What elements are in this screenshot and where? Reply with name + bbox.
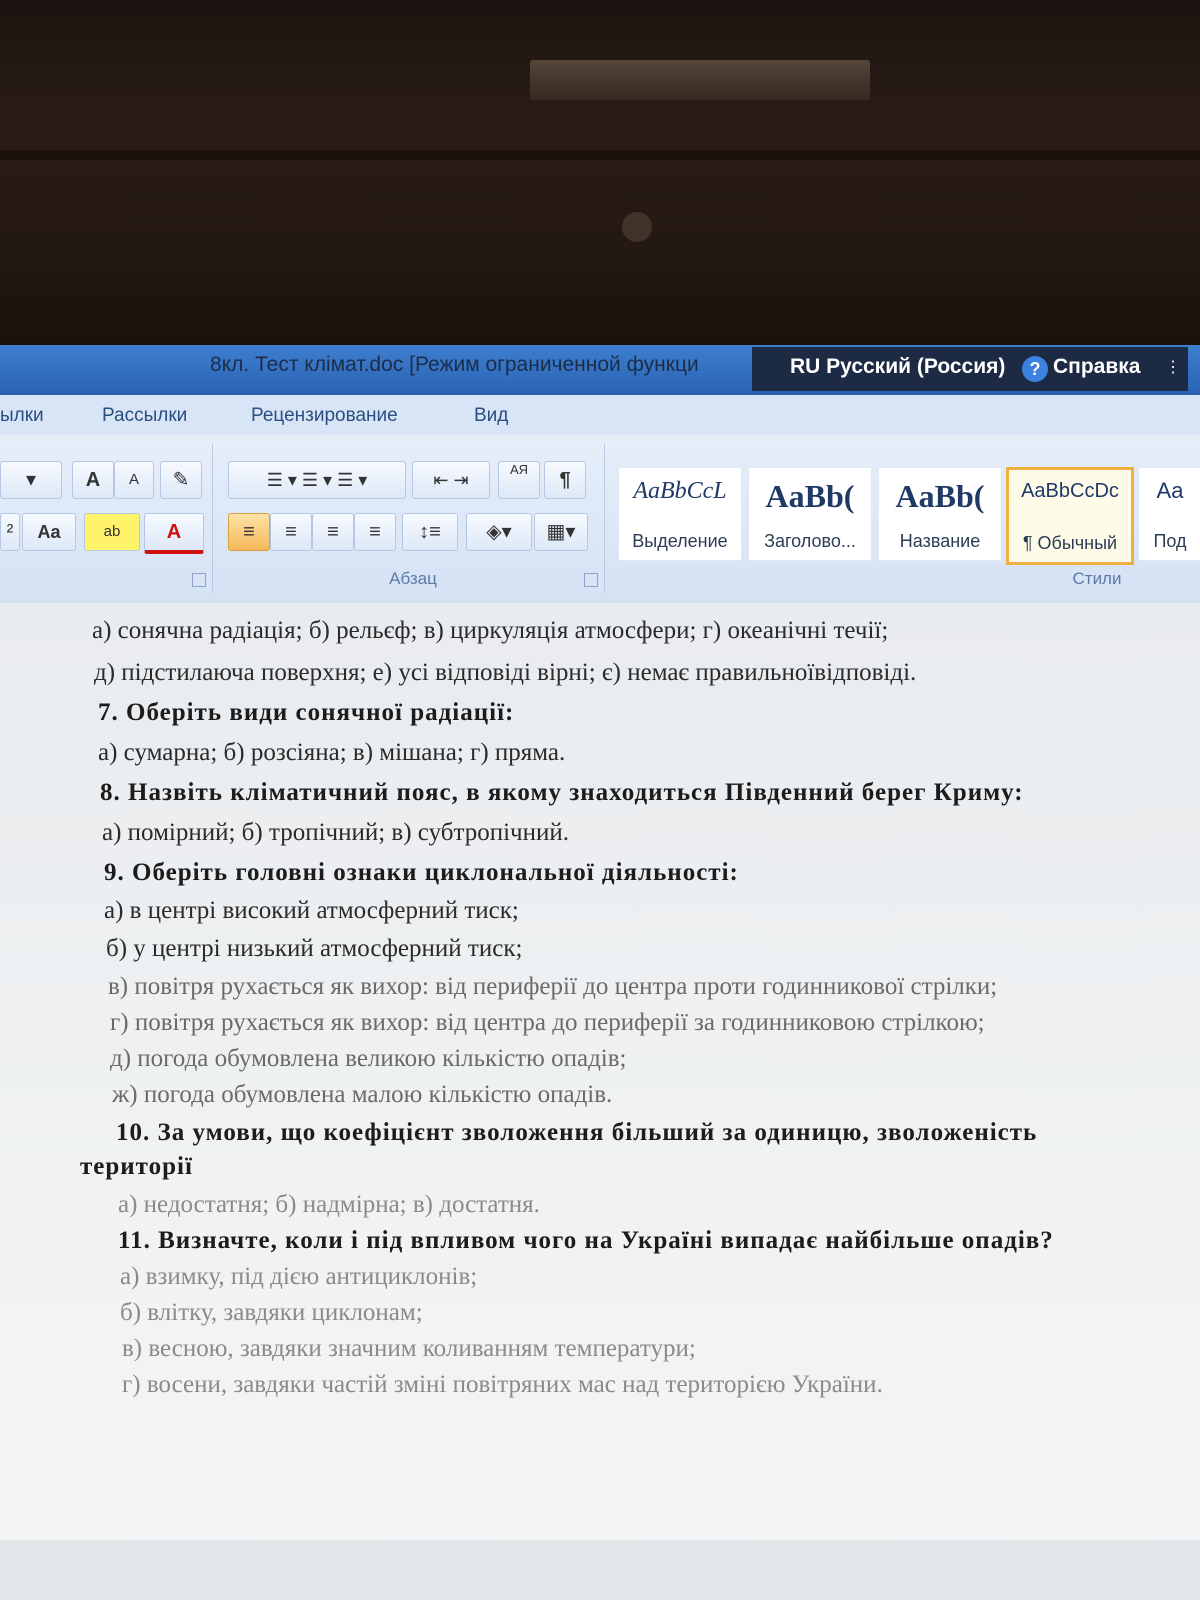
help-button[interactable]: Справка (1053, 355, 1141, 378)
grow-font-button[interactable]: A (72, 461, 114, 499)
list-buttons-icon[interactable]: ☰ ▾ ☰ ▾ ☰ ▾ (228, 461, 406, 499)
style-sample: Aa (1156, 478, 1184, 503)
doc-line: а) сумарна; б) розсіяна; в) мішана; г) пряма. (98, 739, 566, 766)
doc-line: а) в центрі високий атмосферний тиск; (104, 897, 519, 924)
background-glare (530, 60, 870, 100)
document-page[interactable] (0, 603, 1200, 1600)
style-name: Под (1153, 531, 1187, 551)
doc-line: б) у центрі низький атмосферний тиск; (106, 935, 523, 962)
style-heading[interactable] (748, 467, 872, 561)
word-window (0, 345, 1200, 1600)
align-right-icon[interactable]: ≡ (312, 513, 354, 551)
background-room (0, 0, 1200, 345)
tab-links[interactable]: ылки (0, 405, 44, 426)
change-case-button[interactable]: Aa (22, 513, 76, 551)
superscript-icon[interactable]: ² (0, 513, 20, 551)
doc-question: 8. Назвіть кліматичний пояс, в якому знаходиться Південний берег Криму: (100, 779, 1024, 806)
style-subtitle[interactable] (1138, 467, 1200, 561)
doc-line: д) погода обумовлена великою кількістю опадів; (110, 1045, 627, 1072)
ribbon-tabs (0, 395, 1200, 435)
align-left-icon[interactable]: ≡ (228, 513, 270, 551)
doc-line: а) помірний; б) тропічний; в) субтропічний. (102, 819, 569, 846)
style-sample: AaBbCcL (633, 478, 727, 504)
sort-button[interactable]: АЯ (498, 461, 540, 499)
doc-line: а) взимку, під дією антициклонів; (120, 1263, 478, 1290)
doc-question-continued: території (80, 1153, 193, 1180)
language-bar-grip-icon[interactable]: ⋮ (1165, 359, 1181, 376)
doc-question: 9. Оберіть головні ознаки циклональної діяльності: (104, 859, 739, 886)
style-sample: AaBb( (765, 478, 855, 514)
indent-buttons-icon[interactable]: ⇤ ⇥ (412, 461, 490, 499)
shrink-font-button[interactable]: A (114, 461, 154, 499)
line-spacing-icon[interactable]: ↕≡ (402, 513, 458, 551)
align-center-icon[interactable]: ≡ (270, 513, 312, 551)
background-knob (622, 212, 652, 242)
doc-line: в) весною, завдяки значним коливанням температури; (122, 1335, 696, 1362)
doc-line: в) повітря рухається як вихор: від периферії до центра проти годинникової стрілки; (108, 973, 998, 1000)
doc-line: д) підстилаюча поверхня; е) усі відповіді вірні; є) немає правильноївідповіді. (94, 659, 917, 686)
paragraph-group-label: Абзац (389, 569, 437, 588)
doc-line: а) недостатня; б) надмірна; в) достатня. (118, 1191, 540, 1218)
paragraph-dialog-launcher-icon[interactable] (584, 573, 598, 587)
tab-mailings[interactable]: Рассылки (102, 405, 188, 426)
doc-line: б) влітку, завдяки циклонам; (120, 1299, 423, 1326)
style-title[interactable] (878, 467, 1002, 561)
style-sample: AaBb( (895, 478, 985, 514)
paragraph-group (222, 443, 605, 593)
font-group (0, 443, 213, 593)
title-bar (0, 345, 1200, 395)
tab-view[interactable]: Вид (474, 405, 509, 426)
styles-group-label: Стили (1072, 569, 1122, 588)
doc-line: г) восени, завдяки частій зміні повітряних мас над територією України. (122, 1371, 883, 1398)
highlight-button[interactable]: ab (84, 513, 140, 551)
style-normal[interactable] (1006, 467, 1134, 565)
background-shelf (0, 150, 1200, 160)
doc-line: а) сонячна радіація; б) рельєф; в) циркуляція атмосфери; г) океанічні течії; (92, 617, 889, 644)
doc-question: 10. За умови, що коефіцієнт зволоження більший за одиницю, зволоженість (116, 1119, 1038, 1146)
font-color-button[interactable]: A (144, 513, 204, 554)
doc-question: 11. Визначте, коли і під впливом чого на Україні випадає найбільше опадів? (118, 1227, 1054, 1254)
doc-line: г) повітря рухається як вихор: від центра до периферії за годинниковою стрілкою; (110, 1009, 985, 1036)
style-name: Заголово... (764, 531, 856, 551)
style-name: Название (899, 531, 981, 551)
clear-format-icon[interactable]: ✎ (160, 461, 202, 499)
style-sample: AaBbCcDc (1021, 480, 1119, 502)
style-name: Выделение (632, 531, 728, 551)
language-indicator[interactable]: RU Русский (Россия) (790, 355, 1006, 378)
tab-review[interactable]: Рецензирование (251, 405, 398, 426)
style-name: ¶ Обычный (1022, 533, 1118, 553)
ribbon (0, 435, 1200, 605)
window-title: 8кл. Тест клімат.doc [Режим ограниченной функци (210, 353, 699, 376)
font-size-dropdown[interactable]: ▾ (0, 461, 62, 499)
justify-icon[interactable]: ≡ (354, 513, 396, 551)
borders-icon[interactable]: ▦▾ (534, 513, 588, 551)
style-emphasis[interactable] (618, 467, 742, 561)
status-area (0, 1540, 1200, 1600)
help-icon[interactable]: ? (1022, 356, 1048, 382)
doc-question: 7. Оберіть види сонячної радіації: (98, 699, 515, 726)
show-marks-button[interactable]: ¶ (544, 461, 586, 499)
shading-icon[interactable]: ◈▾ (466, 513, 532, 551)
styles-group (614, 443, 1200, 593)
doc-line: ж) погода обумовлена малою кількістю опадів. (112, 1081, 613, 1108)
font-dialog-launcher-icon[interactable] (192, 573, 206, 587)
